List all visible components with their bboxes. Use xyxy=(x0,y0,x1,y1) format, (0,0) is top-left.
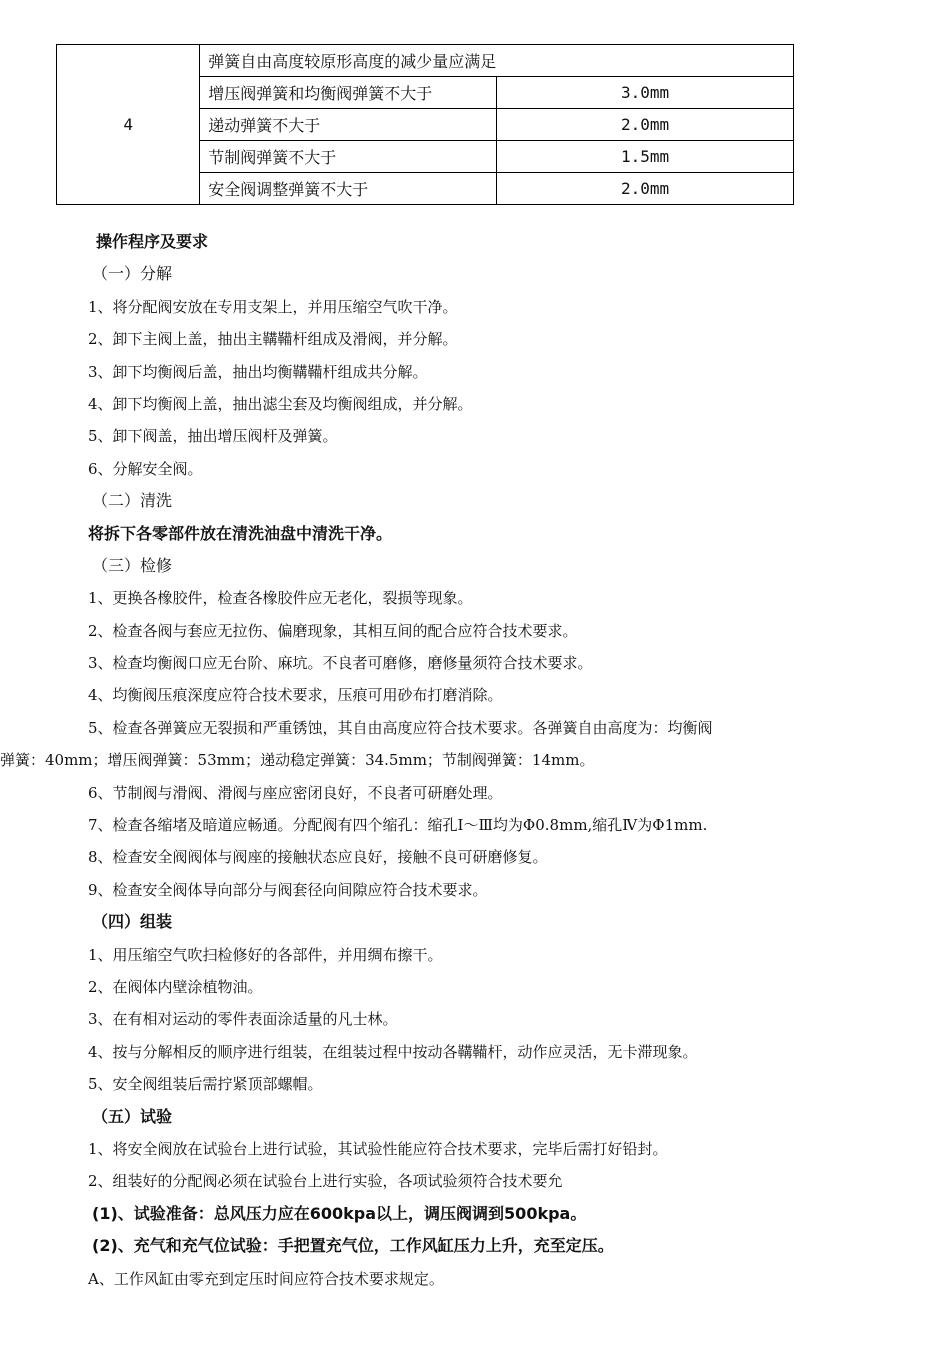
paragraph-line: 弹簧：40mm；增压阀弹簧：53mm；递动稳定弹簧：34.5mm；节制阀弹簧：14mm。 xyxy=(0,751,595,770)
paragraph-line: 3、在有相对运动的零件表面涂适量的凡士林。 xyxy=(88,1010,398,1029)
spring-value-cell: 2.0mm xyxy=(497,109,794,141)
paragraph-line: 1、用压缩空气吹扫检修好的各部件，并用绸布擦干。 xyxy=(88,945,443,964)
spring-label-cell: 递动弹簧不大于 xyxy=(200,109,497,141)
spring-label-cell: 增压阀弹簧和均衡阀弹簧不大于 xyxy=(200,77,497,109)
spring-value-cell: 3.0mm xyxy=(497,77,794,109)
paragraph-line: 4、均衡阀压痕深度应符合技术要求，压痕可用砂布打磨消除。 xyxy=(88,686,503,705)
subsection-heading: （一）分解 xyxy=(92,264,173,284)
paragraph-line: 3、检查均衡阀口应无台阶、麻坑。不良者可磨修，磨修量须符合技术要求。 xyxy=(88,654,593,673)
subsection-heading: （四）组装 xyxy=(92,912,173,932)
paragraph-line: 1、将分配阀安放在专用支架上，并用压缩空气吹干净。 xyxy=(88,297,458,316)
paragraph-line: 3、卸下均衡阀后盖，抽出均衡鞲鞴杆组成共分解。 xyxy=(88,362,428,381)
paragraph-line: 2、卸下主阀上盖，抽出主鞲鞴杆组成及滑阀，并分解。 xyxy=(88,330,458,349)
paragraph-line: 6、节制阀与滑阀、滑阀与座应密闭良好，不良者可研磨处理。 xyxy=(88,783,503,802)
section-title: 操作程序及要求 xyxy=(96,232,209,251)
paragraph-line: 将拆下各零部件放在清洗油盘中清洗干净。 xyxy=(88,523,393,543)
spring-label-cell: 节制阀弹簧不大于 xyxy=(200,141,497,173)
test-step-line: (2)、充气和充气位试验：手把置充气位，工作风缸压力上升，充至定压。 xyxy=(92,1236,614,1256)
paragraph-line: 1、更换各橡胶件，检查各橡胶件应无老化，裂损等现象。 xyxy=(88,589,473,608)
spring-value-cell: 1.5mm xyxy=(497,141,794,173)
paragraph-line: 5、卸下阀盖，抽出增压阀杆及弹簧。 xyxy=(88,427,338,446)
paragraph-line: A、工作风缸由零充到定压时间应符合技术要求规定。 xyxy=(88,1269,444,1288)
spring-label-cell: 安全阀调整弹簧不大于 xyxy=(200,173,497,205)
test-step-line: (1)、试验准备：总风压力应在600kpa以上，调压阀调到500kpa。 xyxy=(92,1203,587,1223)
paragraph-line: 4、按与分解相反的顺序进行组装，在组装过程中按动各鞲鞴杆，动作应灵活，无卡滞现象。 xyxy=(88,1042,698,1061)
paragraph-line: 8、检查安全阀阀体与阀座的接触状态应良好，接触不良可研磨修复。 xyxy=(88,848,548,867)
subsection-heading: （二）清洗 xyxy=(92,491,173,511)
paragraph-line: 4、卸下均衡阀上盖，抽出滤尘套及均衡阀组成，并分解。 xyxy=(88,394,473,413)
item-number-cell: 4 xyxy=(57,45,200,205)
paragraph-line: 6、分解安全阀。 xyxy=(88,459,203,478)
paragraph-line: 2、在阀体内壁涂植物油。 xyxy=(88,977,263,996)
paragraph-line: 5、检查各弹簧应无裂损和严重锈蚀，其自由高度应符合技术要求。各弹簧自由高度为：均衡阀 xyxy=(88,718,713,737)
table-row xyxy=(57,45,794,77)
spring-spec-table xyxy=(56,44,794,205)
paragraph-line: 2、检查各阀与套应无拉伤、偏磨现象，其相互间的配合应符合技术要求。 xyxy=(88,621,578,640)
paragraph-line: 7、检查各缩堵及暗道应畅通。分配阀有四个缩孔：缩孔Ⅰ～Ⅲ均为Φ0.8mm,缩孔Ⅳ为Φ1mm. xyxy=(88,816,708,835)
subsection-heading: （三）检修 xyxy=(92,555,173,575)
paragraph-line: 1、将安全阀放在试验台上进行试验，其试验性能应符合技术要求，完毕后需打好铅封。 xyxy=(88,1139,668,1158)
spring-value-cell: 2.0mm xyxy=(497,173,794,205)
table-header-cell: 弹簧自由高度较原形高度的减少量应满足 xyxy=(200,45,794,77)
paragraph-line: 2、组装好的分配阀必须在试验台上进行实验，各项试验须符合技术要允 xyxy=(88,1172,563,1191)
paragraph-line: 9、检查安全阀体导向部分与阀套径向间隙应符合技术要求。 xyxy=(88,880,488,899)
paragraph-line: 5、安全阀组装后需拧紧顶部螺帽。 xyxy=(88,1075,323,1094)
subsection-heading: （五）试验 xyxy=(92,1106,173,1126)
procedure-text xyxy=(0,226,951,1295)
